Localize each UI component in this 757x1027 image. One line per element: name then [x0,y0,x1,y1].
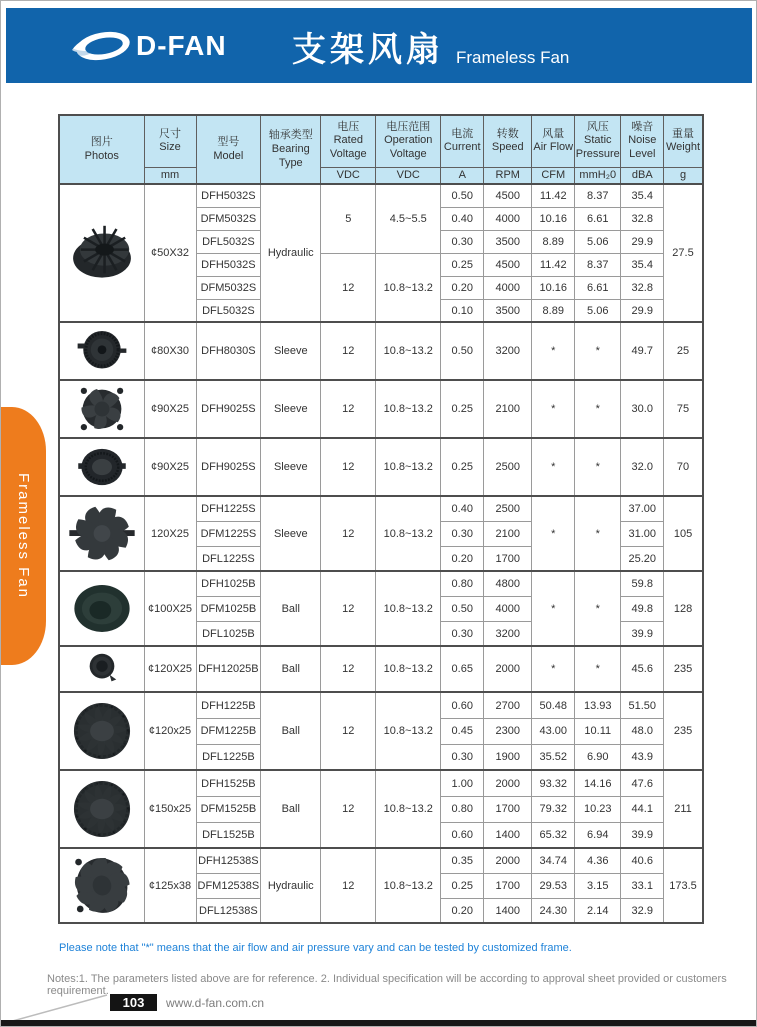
reference-notes: Notes:1. The parameters listed above are for reference. 2. Individual specification will be according to approval sheet provided or customers requirement. [47,973,727,997]
noise-cell: 32.8 [621,207,664,230]
size-cell: ¢90X25 [144,438,196,496]
rated-voltage-cell: 12 [321,692,376,770]
bearing-cell: Sleeve [261,438,321,496]
page-title-chinese: 支架风扇 [292,31,444,69]
speed-cell: 1900 [484,744,532,770]
noise-cell: 32.0 [621,438,664,496]
current-cell: 0.35 [441,848,484,873]
speed-cell: 1700 [484,796,532,822]
col-header-air-flow: 风量 Air Flow [532,115,575,167]
pressure-cell: 10.23 [575,796,621,822]
rated-voltage-cell: 12 [321,496,376,571]
model-cell: DFH5032S [196,253,261,276]
current-cell: 0.50 [441,184,484,207]
pressure-cell: 3.15 [575,873,621,898]
model-cell: DFM5032S [196,276,261,299]
speed-cell: 1400 [484,898,532,923]
pressure-cell: * [575,646,621,692]
brand-logo [70,25,227,67]
airflow-cell: 29.53 [532,873,575,898]
model-cell: DFL1025B [196,621,261,646]
table-row [59,380,703,438]
side-tab-frameless-fan [1,407,46,665]
current-cell: 0.45 [441,718,484,744]
airflow-cell: 79.32 [532,796,575,822]
airflow-cell: 11.42 [532,253,575,276]
table-row [59,322,703,380]
model-cell: DFH9025S [196,380,261,438]
model-cell: DFH1525B [196,770,261,796]
operation-voltage-cell: 10.8~13.2 [376,692,441,770]
pressure-cell: * [575,322,621,380]
col-header-current: 电流 Current [441,115,484,167]
table-row [59,571,703,596]
airflow-cell: 65.32 [532,822,575,848]
noise-cell: 39.9 [621,621,664,646]
bearing-cell: Sleeve [261,496,321,571]
weight-cell: 70 [664,438,703,496]
airflow-cell: 10.16 [532,276,575,299]
noise-cell: 35.4 [621,184,664,207]
airflow-cell: 24.30 [532,898,575,923]
noise-cell: 59.8 [621,571,664,596]
pressure-cell: 5.06 [575,299,621,322]
col-unit-speed: RPM [484,167,532,184]
current-cell: 0.10 [441,299,484,322]
bearing-cell: Ball [261,571,321,646]
airflow-cell: * [532,571,575,646]
fan-photo [59,184,144,322]
noise-cell: 47.6 [621,770,664,796]
current-cell: 0.20 [441,546,484,571]
col-header-operation-voltage: 电压范围 Operation Voltage [376,115,441,167]
fan-photo [59,770,144,848]
noise-cell: 44.1 [621,796,664,822]
table-row [59,848,703,873]
website-link[interactable]: www.d-fan.com.cn [166,996,265,1010]
noise-cell: 39.9 [621,822,664,848]
current-cell: 0.40 [441,496,484,521]
size-cell: ¢50X32 [144,184,196,322]
current-cell: 0.30 [441,230,484,253]
rated-voltage-cell: 12 [321,322,376,380]
model-cell: DFH8030S [196,322,261,380]
airflow-cell: * [532,496,575,571]
table-row [59,438,703,496]
rated-voltage-cell: 5 [321,184,376,253]
current-cell: 0.60 [441,822,484,848]
bearing-cell: Hydraulic [261,848,321,923]
model-cell: DFM5032S [196,207,261,230]
side-tab-label: Frameless Fan [15,472,32,600]
noise-cell: 45.6 [621,646,664,692]
col-header-size: 尺寸 Size [144,115,196,167]
bearing-cell: Ball [261,646,321,692]
current-cell: 0.25 [441,253,484,276]
pressure-cell: 8.37 [575,253,621,276]
noise-cell: 40.6 [621,848,664,873]
model-cell: DFM1225S [196,521,261,546]
size-cell: ¢150x25 [144,770,196,848]
col-unit-size: mm [144,167,196,184]
pressure-cell: 6.94 [575,822,621,848]
col-unit-static-pressure: mmH₂0 [575,167,621,184]
model-cell: DFH1025B [196,571,261,596]
weight-cell: 25 [664,322,703,380]
d-fan-logo-icon [70,26,132,66]
fan-photo [59,322,144,380]
col-header-speed: 转数 Speed [484,115,532,167]
fan-photo [59,646,144,692]
noise-cell: 32.9 [621,898,664,923]
pressure-cell: 2.14 [575,898,621,923]
fan-photo [59,380,144,438]
weight-cell: 235 [664,692,703,770]
current-cell: 0.60 [441,692,484,718]
pressure-cell: 6.61 [575,207,621,230]
noise-cell: 48.0 [621,718,664,744]
airflow-cell: 10.16 [532,207,575,230]
airflow-cell: 93.32 [532,770,575,796]
table-row [59,770,703,796]
weight-cell: 211 [664,770,703,848]
col-header-weight: 重量 Weight [664,115,703,167]
operation-voltage-cell: 10.8~13.2 [376,380,441,438]
noise-cell: 49.7 [621,322,664,380]
pressure-cell: 14.16 [575,770,621,796]
model-cell: DFL5032S [196,299,261,322]
pressure-cell: 8.37 [575,184,621,207]
speed-cell: 2000 [484,646,532,692]
table-row [59,496,703,521]
speed-cell: 2700 [484,692,532,718]
fan-photo [59,571,144,646]
fan-photo [59,848,144,923]
airflow-cell: * [532,380,575,438]
size-cell: ¢125x38 [144,848,196,923]
top-banner [6,8,752,83]
col-header-static-pressure: 风压 Static Pressure [575,115,621,167]
model-cell: DFL1525B [196,822,261,848]
operation-voltage-cell: 10.8~13.2 [376,253,441,322]
noise-cell: 37.00 [621,496,664,521]
noise-cell: 29.9 [621,230,664,253]
table-row [59,692,703,718]
airflow-cell: 8.89 [532,299,575,322]
noise-cell: 29.9 [621,299,664,322]
page-number-badge: 103 [110,994,157,1011]
model-cell: DFH1225S [196,496,261,521]
size-cell: ¢100X25 [144,571,196,646]
airflow-cell: 8.89 [532,230,575,253]
model-cell: DFH9025S [196,438,261,496]
bearing-cell: Sleeve [261,380,321,438]
col-unit-weight: g [664,167,703,184]
weight-cell: 173.5 [664,848,703,923]
airflow-cell: * [532,322,575,380]
col-header-rated-voltage: 电压 Rated Voltage [321,115,376,167]
pressure-cell: 6.61 [575,276,621,299]
fan-photo [59,692,144,770]
current-cell: 0.50 [441,322,484,380]
col-unit-air-flow: CFM [532,167,575,184]
pressure-cell: 4.36 [575,848,621,873]
bearing-cell: Sleeve [261,322,321,380]
operation-voltage-cell: 10.8~13.2 [376,438,441,496]
model-cell: DFM1225B [196,718,261,744]
bearing-cell: Ball [261,692,321,770]
weight-cell: 27.5 [664,184,703,322]
operation-voltage-cell: 10.8~13.2 [376,848,441,923]
current-cell: 0.80 [441,796,484,822]
size-cell: ¢120x25 [144,692,196,770]
airflow-cell: 50.48 [532,692,575,718]
rated-voltage-cell: 12 [321,571,376,646]
size-cell: ¢90X25 [144,380,196,438]
rated-voltage-cell: 12 [321,253,376,322]
model-cell: DFL1225S [196,546,261,571]
rated-voltage-cell: 12 [321,848,376,923]
operation-voltage-cell: 4.5~5.5 [376,184,441,253]
operation-voltage-cell: 10.8~13.2 [376,770,441,848]
speed-cell: 1700 [484,873,532,898]
page-title-english: Frameless Fan [456,48,570,67]
model-cell: DFL1225B [196,744,261,770]
airflow-cell: 43.00 [532,718,575,744]
model-cell: DFM1525B [196,796,261,822]
operation-voltage-cell: 10.8~13.2 [376,571,441,646]
rated-voltage-cell: 12 [321,646,376,692]
speed-cell: 3200 [484,621,532,646]
rated-voltage-cell: 12 [321,380,376,438]
rated-voltage-cell: 12 [321,770,376,848]
airflow-cell: 34.74 [532,848,575,873]
current-cell: 1.00 [441,770,484,796]
current-cell: 0.25 [441,873,484,898]
speed-cell: 2100 [484,521,532,546]
current-cell: 0.30 [441,744,484,770]
spec-table [58,114,704,924]
size-cell: ¢80X30 [144,322,196,380]
brand-name: D-FAN [136,30,227,61]
pressure-cell: * [575,496,621,571]
current-cell: 0.50 [441,596,484,621]
size-cell: ¢120X25 [144,646,196,692]
pressure-cell: 13.93 [575,692,621,718]
operation-voltage-cell: 10.8~13.2 [376,646,441,692]
airflow-cell: * [532,646,575,692]
noise-cell: 33.1 [621,873,664,898]
speed-cell: 2100 [484,380,532,438]
speed-cell: 1400 [484,822,532,848]
speed-cell: 4000 [484,276,532,299]
weight-cell: 128 [664,571,703,646]
col-header-photos: 图片 Photos [59,115,144,184]
weight-cell: 105 [664,496,703,571]
pressure-cell: 6.90 [575,744,621,770]
current-cell: 0.65 [441,646,484,692]
speed-cell: 3500 [484,230,532,253]
speed-cell: 2500 [484,438,532,496]
airflow-cell: 35.52 [532,744,575,770]
current-cell: 0.20 [441,898,484,923]
speed-cell: 2000 [484,770,532,796]
speed-cell: 4500 [484,253,532,276]
weight-cell: 75 [664,380,703,438]
noise-cell: 49.8 [621,596,664,621]
current-cell: 0.30 [441,621,484,646]
table-row [59,646,703,692]
col-unit-operation-voltage: VDC [376,167,441,184]
noise-cell: 25.20 [621,546,664,571]
col-unit-current: A [441,167,484,184]
current-cell: 0.30 [441,521,484,546]
model-cell: DFL5032S [196,230,261,253]
bearing-cell: Hydraulic [261,184,321,322]
operation-voltage-cell: 10.8~13.2 [376,322,441,380]
noise-cell: 30.0 [621,380,664,438]
model-cell: DFH1225B [196,692,261,718]
model-cell: DFM1025B [196,596,261,621]
speed-cell: 3500 [484,299,532,322]
fan-photo [59,438,144,496]
speed-cell: 2300 [484,718,532,744]
current-cell: 0.25 [441,380,484,438]
model-cell: DFL12538S [196,898,261,923]
airflow-cell: 11.42 [532,184,575,207]
fan-photo [59,496,144,571]
model-cell: DFM12538S [196,873,261,898]
model-cell: DFH5032S [196,184,261,207]
pressure-cell: 5.06 [575,230,621,253]
noise-cell: 32.8 [621,276,664,299]
pressure-cell: 10.11 [575,718,621,744]
airflow-cell: * [532,438,575,496]
table-row [59,184,703,207]
bottom-black-bar [1,1020,756,1026]
noise-cell: 43.9 [621,744,664,770]
noise-cell: 31.00 [621,521,664,546]
operation-voltage-cell: 10.8~13.2 [376,496,441,571]
speed-cell: 4000 [484,207,532,230]
rated-voltage-cell: 12 [321,438,376,496]
size-cell: 120X25 [144,496,196,571]
current-cell: 0.40 [441,207,484,230]
speed-cell: 4000 [484,596,532,621]
model-cell: DFH12538S [196,848,261,873]
current-cell: 0.20 [441,276,484,299]
speed-cell: 3200 [484,322,532,380]
speed-cell: 2500 [484,496,532,521]
noise-cell: 51.50 [621,692,664,718]
speed-cell: 1700 [484,546,532,571]
speed-cell: 4500 [484,184,532,207]
col-header-noise-level: 噪音 Noise Level [621,115,664,167]
col-header-model: 型号 Model [196,115,261,184]
speed-cell: 4800 [484,571,532,596]
bearing-cell: Ball [261,770,321,848]
current-cell: 0.25 [441,438,484,496]
model-cell: DFH12025B [196,646,261,692]
noise-cell: 35.4 [621,253,664,276]
col-header-bearing-type: 轴承类型 Bearing Type [261,115,321,184]
speed-cell: 2000 [484,848,532,873]
col-unit-rated-voltage: VDC [321,167,376,184]
current-cell: 0.80 [441,571,484,596]
weight-cell: 235 [664,646,703,692]
col-unit-noise-level: dBA [621,167,664,184]
pressure-cell: * [575,380,621,438]
asterisk-note: Please note that "*" means that the air flow and air pressure vary and can be tested by customized frame. [59,942,572,954]
pressure-cell: * [575,571,621,646]
pressure-cell: * [575,438,621,496]
